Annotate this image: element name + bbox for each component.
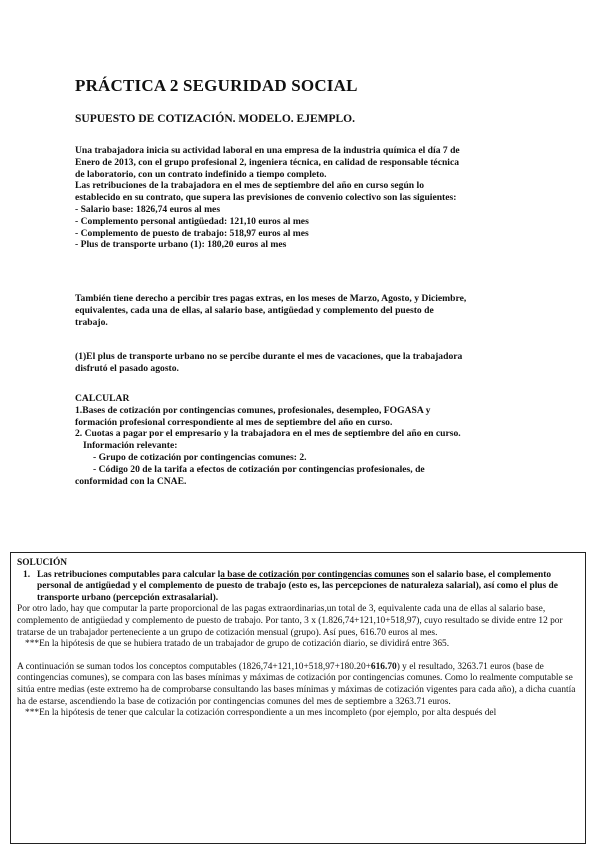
calcular-section (75, 393, 545, 487)
solution-paragraph-1: Por otro lado, hay que computar la parte proporcional de las pagas extraordinarias,un total de 3, equivalente cada una de ellas al salario base, complemento de antigüedad y complemento de puesto de trabajo. Por tanto, 3 x (1.826,74+121,10+518,97), cuyo resultado se divide entre 12 por tratarse de un trabajador perteneciente a un grupo de cotización mensual (grupo). Así pues, 616.70 euros al mes. (17, 604, 563, 638)
solution-item-1 (17, 570, 579, 605)
case-statement (75, 145, 545, 251)
extras-line: También tiene derecho a percibir tres pagas extras, en los meses de Marzo, Agosto, y Diciembre, (75, 293, 467, 304)
para2-before: A continuación se suman todos los conceptos computables (1826,74+121,10+518,97+180.20+ (17, 661, 371, 672)
intro-line: Enero de 2013, con el grupo profesional 2, ingeniera técnica, en calidad de responsable técnica (75, 156, 460, 168)
solution-note-1: ***En la hipótesis de que se hubiera tratado de un trabajador de grupo de cotización diario, se dividirá entre 365. (25, 639, 450, 650)
solution-paragraph-2 (17, 662, 579, 708)
calcular-line: 1.Bases de cotización por contingencias comunes, profesionales, desempleo, FOGASA y (75, 404, 431, 416)
intro-line: Las retribuciones de la trabajadora en el mes de septiembre del año en curso según lo (75, 180, 425, 192)
spacer (17, 651, 579, 662)
item-text-underlined: a base de cotización por contingencias comunes (220, 569, 410, 580)
page-title: PRÁCTICA 2 SEGURIDAD SOCIAL (75, 76, 358, 95)
extra-payments-paragraph (75, 293, 545, 328)
footnote-paragraph (75, 351, 545, 375)
page-subtitle: SUPUESTO DE COTIZACIÓN. MODELO. EJEMPLO. (75, 113, 355, 125)
salary-item: - Plus de transporte urbano (1): 180,20 euros al mes (75, 239, 287, 251)
para2-after: ) y el resultado, 3263.71 euros (base de contingencias comunes), se compara con las bases mínimas y máximas de cotización por contingencias comunes. Como lo realmente computable se sitúa entre medias (este extremo ha de comprobarse consultando las bases mínimas y máximas de cotización vigentes para cada año), a dicha cuantía ha de estarse, ascendiendo la base de cotización por contingencias comunes del mes de septiembre a 3263.71 euros. (17, 661, 576, 707)
extras-line: trabajo. (75, 316, 108, 328)
salary-item: - Complemento de puesto de trabajo: 518,97 euros al mes (75, 227, 309, 239)
calcular-line: formación profesional correspondiente al mes de septiembre del año en curso. (75, 416, 393, 428)
intro-line: Una trabajadora inicia su actividad laboral en una empresa de la industria química el día 7 de (75, 145, 460, 156)
calcular-line: 2. Cuotas a pagar por el empresario y la trabajadora en el mes de septiembre del año en curso. (75, 428, 461, 440)
item-number: 1. (23, 569, 31, 580)
salary-item: - Complemento personal antigüedad: 121,10 euros al mes (75, 215, 309, 227)
info-line: - Código 20 de la tarifa a efectos de cotización por contingencias profesionales, de (93, 463, 425, 475)
para2-bold: 616.70 (370, 661, 397, 672)
footnote-line: (1)El plus de transporte urbano no se percibe durante el mes de vacaciones, que la trabajadora (75, 351, 463, 362)
calcular-heading: CALCULAR (75, 393, 130, 404)
solution-box (10, 552, 586, 844)
info-heading: Información relevante: (83, 440, 178, 452)
intro-line: establecido en su contrato, que supera las previsiones de convenio colectivo son las siguientes: (75, 192, 457, 204)
info-line: - Grupo de cotización por contingencias comunes: 2. (93, 451, 307, 463)
item-text-after: son el salario base, el complemento personal de antigüedad y el complemento de puesto de trabajo (esto es, las percepciones de naturaleza salarial), así como el plus de transporte urbano (percepción extrasalarial). (37, 569, 558, 603)
solution-heading: SOLUCIÓN (17, 558, 68, 568)
item-text-before: Las retribuciones computables para calcular l (37, 569, 221, 580)
extras-line: equivalentes, cada una de ellas, al salario base, antigüedad y complemento del puesto de (75, 304, 434, 316)
intro-line: de laboratorio, con un contrato indefinido a tiempo completo. (75, 168, 327, 180)
salary-item: - Salario base: 1826,74 euros al mes (75, 203, 221, 215)
footnote-line: disfrutó el pasado agosto. (75, 362, 179, 374)
info-tail: conformidad con la CNAE. (75, 475, 187, 487)
solution-note-2: ***En la hipótesis de tener que calcular la cotización correspondiente a un mes incompleto (por ejemplo, por alta después del (25, 708, 497, 719)
